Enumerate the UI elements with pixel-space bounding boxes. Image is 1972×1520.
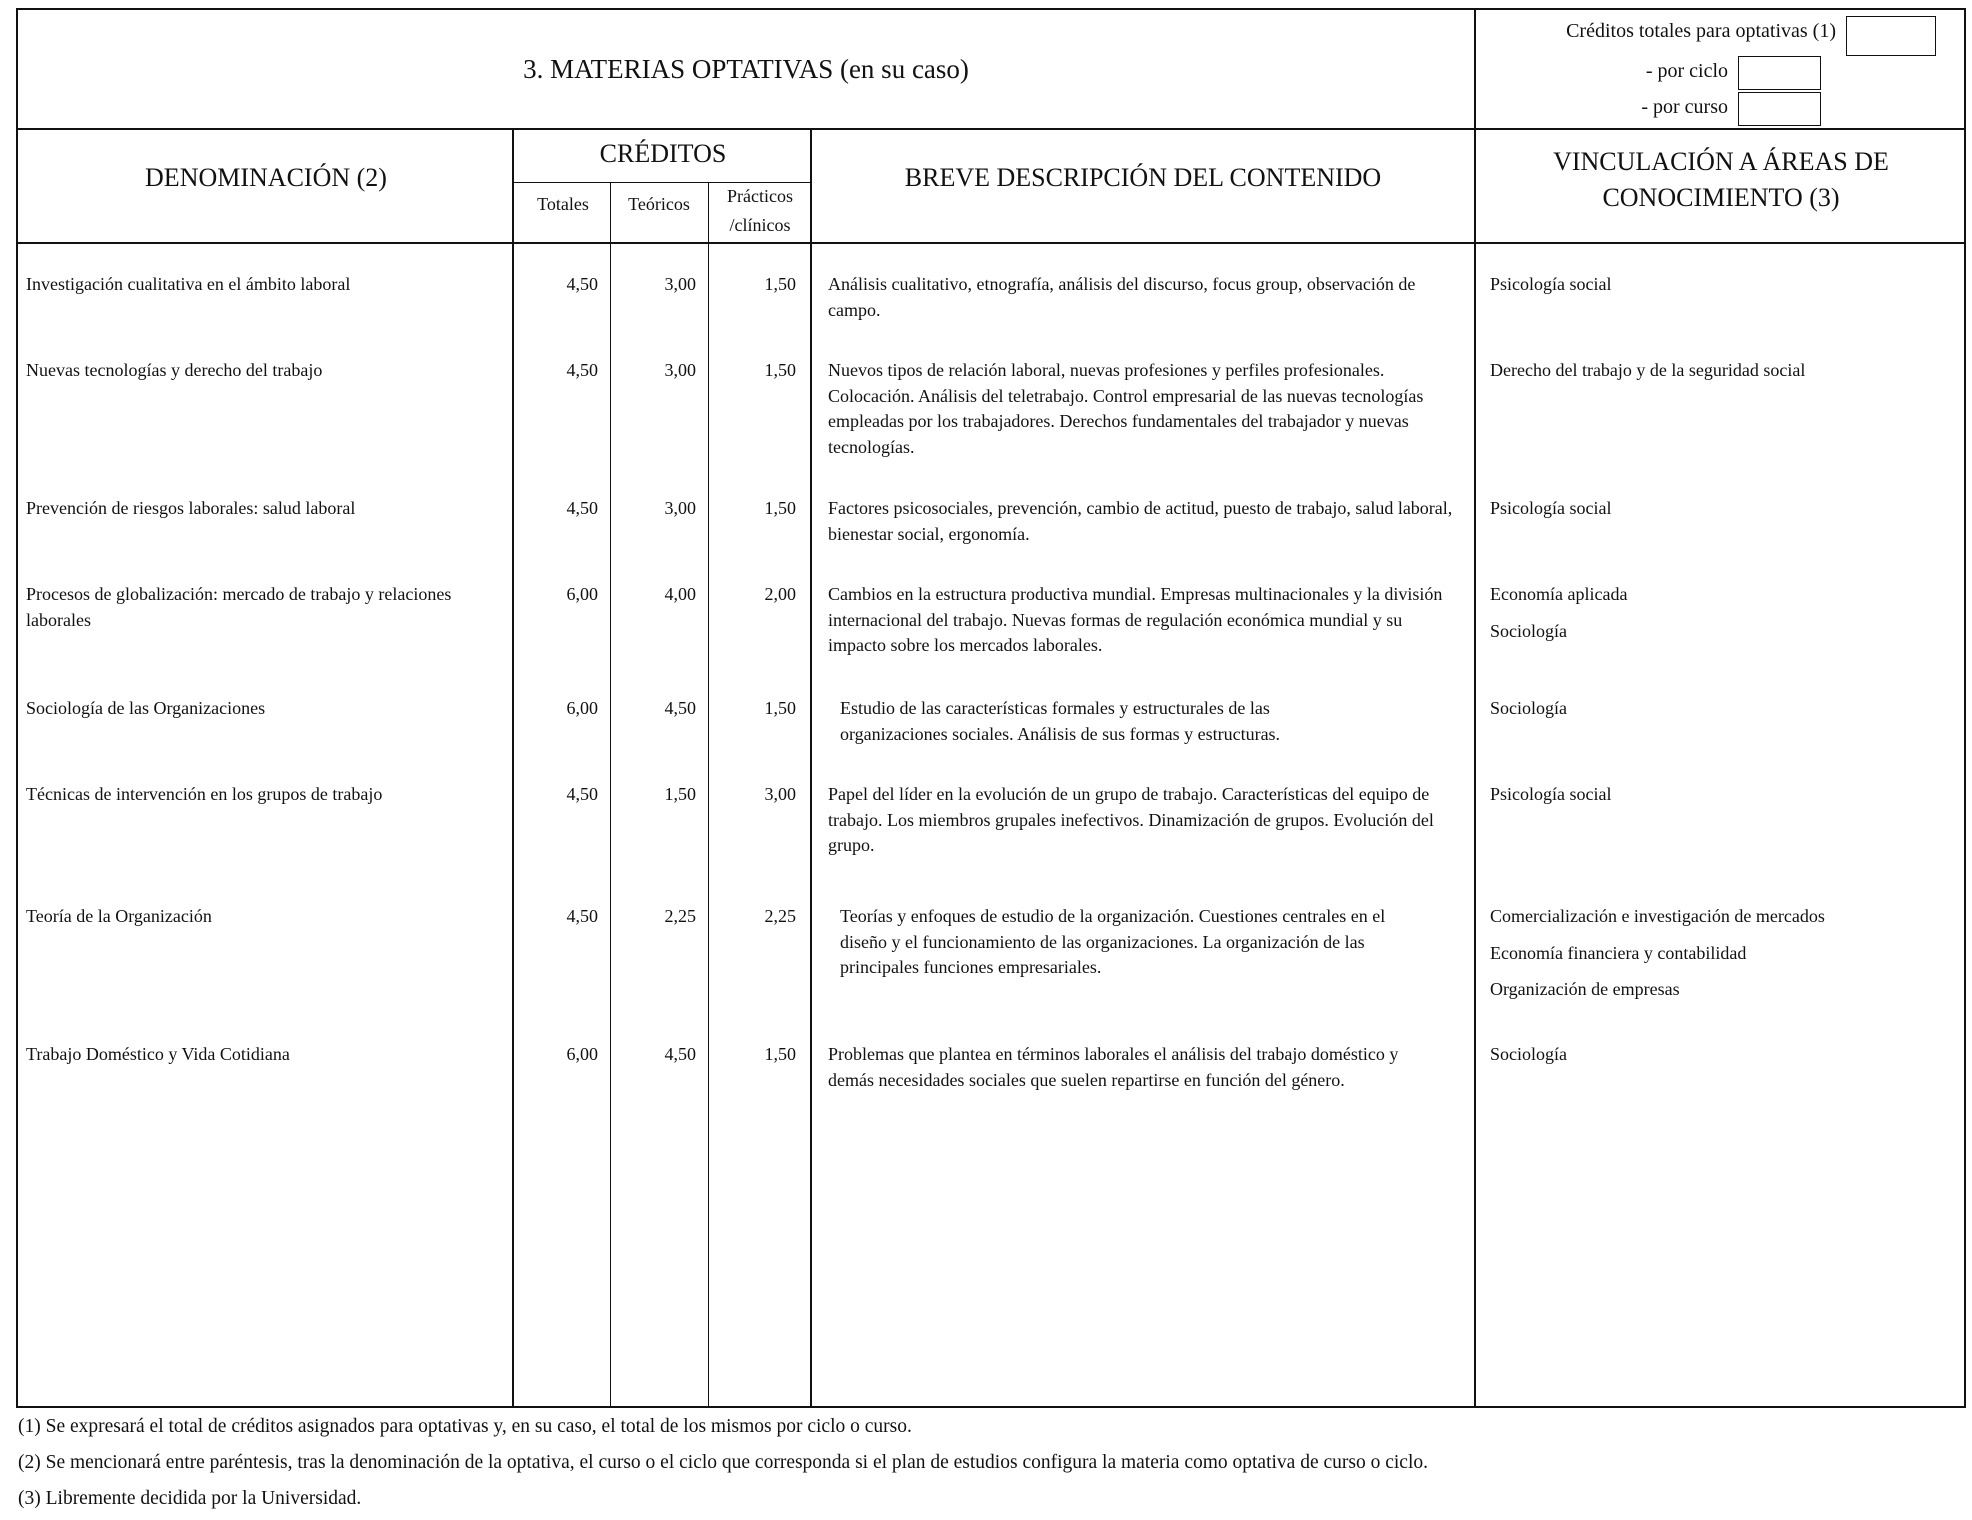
row-areas bbox=[1490, 496, 1960, 533]
row-description: Factores psicosociales, prevención, cambio de actitud, puesto de trabajo, salud laboral, bienestar social, ergonomía. bbox=[828, 498, 1453, 544]
footnote-1: (1) Se expresará el total de créditos asignados para optativas y, en su caso, el total de los mismos por ciclo o curso. bbox=[18, 1416, 912, 1437]
row-practicos: 1,50 bbox=[764, 498, 796, 518]
divider bbox=[708, 182, 709, 1408]
row-description: Estudio de las características formales y estructurales de las organizaciones sociales. Análisis de sus formas y estructuras. bbox=[840, 698, 1281, 744]
col-header-name: DENOMINACIÓN (2) bbox=[145, 163, 387, 192]
area-item: Economía aplicada bbox=[1490, 584, 1628, 604]
row-teoricos: 4,50 bbox=[664, 1044, 696, 1064]
divider bbox=[1474, 128, 1476, 1408]
total-credits-label: Créditos totales para optativas (1) bbox=[1566, 20, 1836, 42]
row-totales: 4,50 bbox=[566, 906, 598, 926]
row-name: Investigación cualitativa en el ámbito laboral bbox=[26, 274, 351, 294]
row-totales: 4,50 bbox=[566, 498, 598, 518]
footnote-3: (3) Libremente decidida por la Universidad. bbox=[18, 1488, 362, 1509]
row-practicos: 2,25 bbox=[764, 906, 796, 926]
row-areas bbox=[1490, 358, 1960, 395]
row-name: Técnicas de intervención en los grupos de trabajo bbox=[26, 784, 383, 804]
row-totales: 4,50 bbox=[566, 784, 598, 804]
per-cycle-field[interactable] bbox=[1738, 56, 1821, 90]
per-cycle-label: - por ciclo bbox=[1645, 60, 1728, 82]
row-totales: 6,00 bbox=[566, 698, 598, 718]
row-name: Trabajo Doméstico y Vida Cotidiana bbox=[26, 1044, 290, 1064]
row-teoricos: 2,25 bbox=[664, 906, 696, 926]
row-practicos: 3,00 bbox=[764, 784, 796, 804]
row-totales: 6,00 bbox=[566, 584, 598, 604]
per-course-label: - por curso bbox=[1641, 96, 1728, 118]
divider bbox=[610, 182, 611, 1408]
divider bbox=[810, 128, 812, 1408]
row-description: Análisis cualitativo, etnografía, análisis del discurso, focus group, observación de campo. bbox=[828, 274, 1416, 320]
area-item: Psicología social bbox=[1490, 784, 1612, 804]
page-title: 3. MATERIAS OPTATIVAS (en su caso) bbox=[523, 54, 969, 84]
row-description: Problemas que plantea en términos laborales el análisis del trabajo doméstico y demás necesidades sociales que suelen repartirse en función del género. bbox=[828, 1044, 1399, 1090]
row-areas bbox=[1490, 696, 1960, 733]
area-item: Sociología bbox=[1490, 698, 1567, 718]
row-description: Cambios en la estructura productiva mundial. Empresas multinacionales y la división internacional del trabajo. Nuevas formas de regulación económica mundial y su impacto sobre los mercados laborales. bbox=[828, 584, 1443, 655]
row-description: Nuevos tipos de relación laboral, nuevas profesiones y perfiles profesionales. Colocación. Análisis del teletrabajo. Control empresarial de las nuevas tecnologías empleadas por los trabajadores. Derechos fundamentales del trabajador y nuevas tecnologías. bbox=[828, 360, 1424, 457]
per-course-field[interactable] bbox=[1738, 92, 1821, 126]
row-description: Teorías y enfoques de estudio de la organización. Cuestiones centrales en el diseño y el funcionamiento de las organizaciones. La organización de las principales funciones empresariales. bbox=[840, 906, 1386, 977]
area-item: Psicología social bbox=[1490, 274, 1612, 294]
area-item: Comercialización e investigación de mercados bbox=[1490, 906, 1825, 926]
col-header-practicos: Prácticos /clínicos bbox=[727, 186, 793, 235]
divider bbox=[512, 128, 514, 1408]
col-header-description: BREVE DESCRIPCIÓN DEL CONTENIDO bbox=[904, 163, 1382, 192]
row-totales: 4,50 bbox=[566, 360, 598, 380]
row-name: Procesos de globalización: mercado de trabajo y relaciones laborales bbox=[26, 584, 452, 630]
row-description: Papel del líder en la evolución de un grupo de trabajo. Características del equipo de trabajo. Los miembros grupales inefectivos. Dinamización de grupos. Evolución del grupo. bbox=[828, 784, 1434, 855]
total-credits-field[interactable] bbox=[1846, 16, 1936, 56]
row-practicos: 1,50 bbox=[764, 360, 796, 380]
optional-subjects-table bbox=[16, 8, 1966, 1408]
area-item: Organización de empresas bbox=[1490, 979, 1680, 999]
col-header-teoricos: Teóricos bbox=[628, 194, 690, 214]
row-name: Prevención de riesgos laborales: salud laboral bbox=[26, 498, 356, 518]
row-teoricos: 4,50 bbox=[664, 698, 696, 718]
divider bbox=[18, 128, 1964, 130]
row-name: Teoría de la Organización bbox=[26, 906, 212, 926]
row-areas bbox=[1490, 1042, 1960, 1079]
area-item: Economía financiera y contabilidad bbox=[1490, 942, 1747, 963]
divider bbox=[1474, 10, 1476, 130]
col-header-areas: VINCULACIÓN A ÁREAS DE CONOCIMIENTO (3) bbox=[1553, 147, 1889, 212]
area-item: Psicología social bbox=[1490, 498, 1612, 518]
area-item: Sociología bbox=[1490, 620, 1567, 641]
row-areas bbox=[1490, 782, 1960, 819]
area-item: Derecho del trabajo y de la seguridad social bbox=[1490, 360, 1806, 380]
row-areas bbox=[1490, 272, 1960, 309]
row-teoricos: 3,00 bbox=[664, 360, 696, 380]
row-totales: 4,50 bbox=[566, 274, 598, 294]
row-practicos: 1,50 bbox=[764, 1044, 796, 1064]
col-header-credits: CRÉDITOS bbox=[599, 139, 727, 168]
row-name: Nuevas tecnologías y derecho del trabajo bbox=[26, 360, 323, 380]
row-teoricos: 4,00 bbox=[664, 584, 696, 604]
row-teoricos: 3,00 bbox=[664, 498, 696, 518]
row-name: Sociología de las Organizaciones bbox=[26, 698, 266, 718]
row-areas bbox=[1490, 582, 1960, 655]
row-practicos: 2,00 bbox=[764, 584, 796, 604]
row-practicos: 1,50 bbox=[764, 698, 796, 718]
footnote-2: (2) Se mencionará entre paréntesis, tras la denominación de la optativa, el curso o el ciclo que corresponda si el plan de estudios configura la materia como optativa de curso o ciclo. bbox=[18, 1452, 1428, 1473]
row-areas bbox=[1490, 904, 1960, 1014]
divider bbox=[18, 242, 1964, 244]
col-header-totales: Totales bbox=[537, 194, 589, 214]
row-teoricos: 1,50 bbox=[664, 784, 696, 804]
row-practicos: 1,50 bbox=[764, 274, 796, 294]
area-item: Sociología bbox=[1490, 1044, 1567, 1064]
row-totales: 6,00 bbox=[566, 1044, 598, 1064]
row-teoricos: 3,00 bbox=[664, 274, 696, 294]
